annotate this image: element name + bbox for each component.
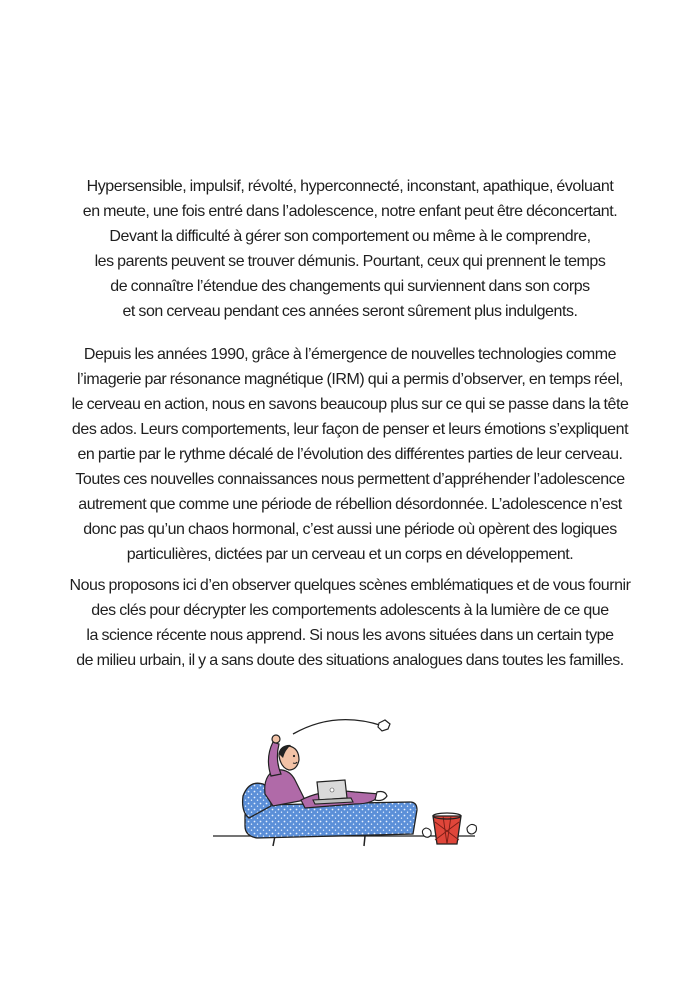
text-line: autrement que comme une période de rébellion désordonnée. L’adolescence n’est	[78, 496, 622, 513]
text-line: Depuis les années 1990, grâce à l’émergence de nouvelles technologies comme	[83, 346, 617, 363]
text-line: en meute, une fois entré dans l’adolescence, notre enfant peut être déconcertant.	[82, 203, 618, 220]
teen-hand	[272, 735, 280, 743]
sofa-base	[245, 802, 417, 838]
text-line: donc pas qu’un chaos hormonal, c’est aussi une période où opèrent des logiques	[83, 521, 617, 538]
text-line: de milieu urbain, il y a sans doute des situations analogues dans toutes les familles.	[76, 652, 624, 669]
text-line: Nous proposons ici d’en observer quelques scènes emblématiques et de vous fournir	[69, 577, 631, 594]
text-line: des ados. Leurs comportements, leur façon de penser et leurs émotions s’expliquent	[71, 421, 629, 438]
text-line: Hypersensible, impulsif, révolté, hyperconnecté, inconstant, apathique, évoluant	[86, 178, 614, 195]
teen-on-sofa-illustration	[205, 718, 505, 868]
text-line: Devant la difficulté à gérer son comportement ou même à le comprendre,	[109, 228, 591, 245]
sofa-leg	[364, 836, 365, 846]
teen-foot	[375, 792, 387, 801]
crumpled-paper-icon	[467, 824, 477, 834]
text-line: le cerveau en action, nous en savons beaucoup plus sur ce qui se passe dans la tête	[71, 396, 629, 413]
text-line: l’imagerie par résonance magnétique (IRM) qui a permis d’observer, en temps réel,	[77, 371, 623, 388]
intro-paragraph-3	[40, 573, 660, 673]
text-line: la science récente nous apprend. Si nous les avons situées dans un certain type	[86, 627, 614, 644]
text-line: de connaître l’étendue des changements qui surviennent dans son corps	[110, 278, 590, 295]
crumpled-paper-icon	[378, 720, 390, 731]
text-line: en partie par le rythme décalé de l’évolution des différentes parties de leur cerveau.	[77, 446, 623, 463]
crumpled-paper-icon	[422, 828, 431, 837]
throw-arc-line	[293, 720, 383, 734]
text-line: les parents peuvent se trouver démunis. Pourtant, ceux qui prennent le temps	[94, 253, 606, 270]
laptop-logo-icon	[330, 788, 334, 792]
intro-paragraph-2	[40, 342, 660, 567]
teen-eye	[293, 755, 295, 757]
text-line: particulières, dictées par un cerveau et un corps en développement.	[126, 546, 574, 563]
intro-paragraph-1	[40, 174, 660, 324]
trash-can-icon	[433, 816, 461, 844]
text-line: des clés pour décrypter les comportements adolescents à la lumière de ce que	[91, 602, 609, 619]
text-line: et son cerveau pendant ces années seront sûrement plus indulgents.	[122, 303, 578, 320]
text-line: Toutes ces nouvelles connaissances nous permettent d’appréhender l’adolescence	[75, 471, 625, 488]
